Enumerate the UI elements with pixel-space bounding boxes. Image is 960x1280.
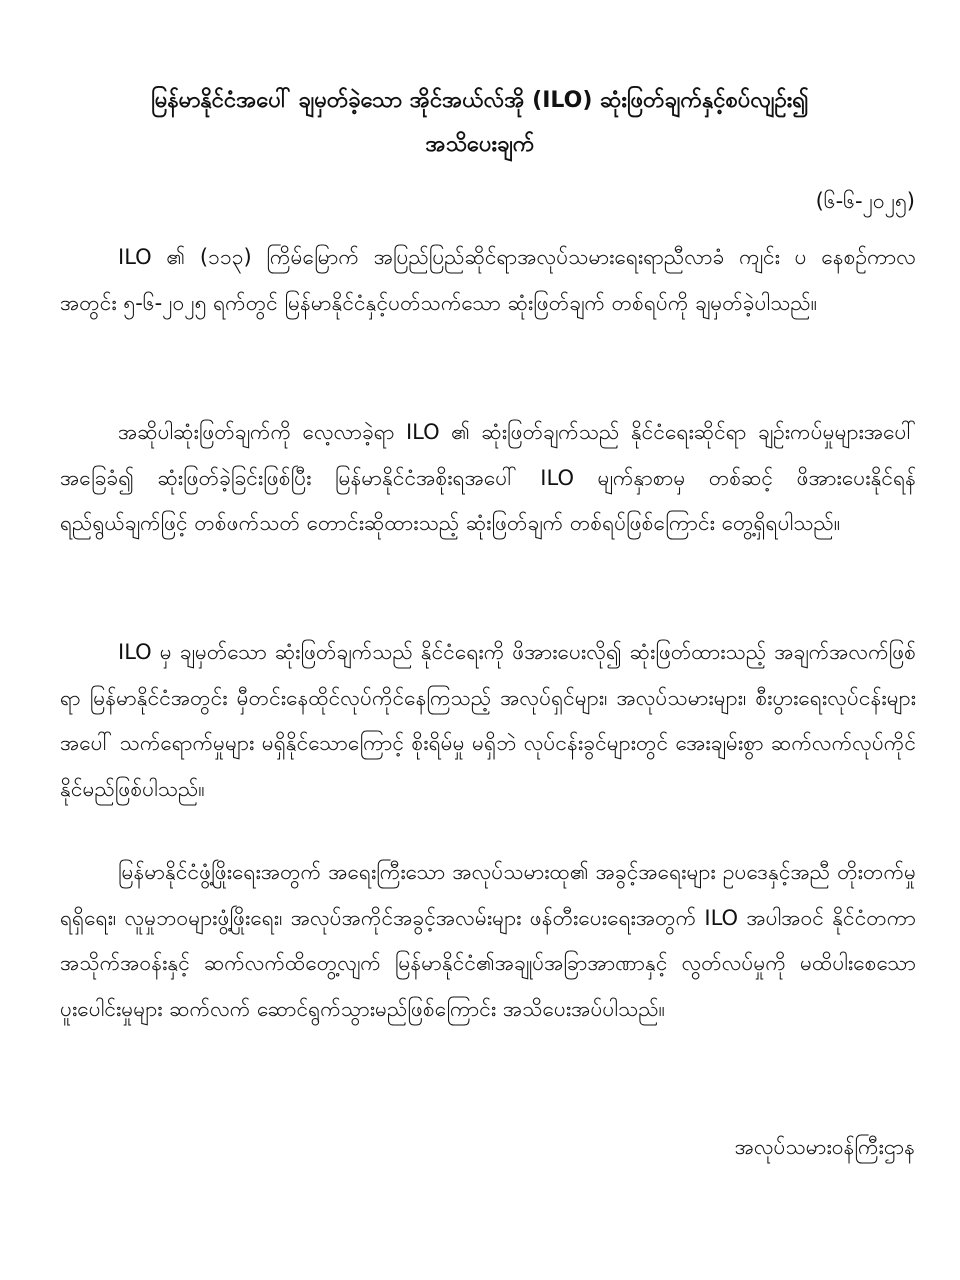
issuer-signature: အလုပ်သမားဝန်ကြီးဌာန [734,1135,915,1159]
document-date: (၆-၆-၂၀၂၅) [815,189,915,213]
paragraph-4: မြန်မာနိုင်ငံဖွံ့ဖြိုးရေးအတွက် အရေးကြီးသော အလုပ်သမားထု၏ အခွင့်အရေးများ ဥပဒေနှင့်အညီ တိုးတက်မှုရရှိရေး၊ လူမှုဘဝများဖွံ့ဖြိုးရေး၊ အလုပ်အကိုင်အခွင့်အလမ်းများ ဖန်တီးပေးရေးအတွက် ILO အပါအဝင် နိုင်ငံတကာအသိုက်အဝန်းနှင့် ဆက်လက်ထိတွေ့လျက် မြန်မာနိုင်ငံ၏အချုပ်အခြာအာဏာနှင့် လွတ်လပ်မှုကို မထိပါးစေသော ပူးပေါင်းမှုများ ဆက်လက် ဆောင်ရွက်သွားမည်ဖြစ်ကြောင်း အသိပေးအပ်ပါသည်။ [60,860,916,1021]
paragraph-1: ILO ၏ (၁၁၃) ကြိမ်မြောက် အပြည်ပြည်ဆိုင်ရာအလုပ်သမားရေးရာညီလာခံ ကျင်း ပ နေစဉ်ကာလအတွင်း ၅-၆-၂၀၂၅ ရက်တွင် မြန်မာနိုင်ငံနှင့်ပတ်သက်သော ဆုံးဖြတ်ချက် တစ်ရပ်ကို ချမှတ်ခဲ့ပါသည်။ [60,245,916,315]
paragraph-3: ILO မှ ချမှတ်သော ဆုံးဖြတ်ချက်သည် နိုင်ငံရေးကို ဖိအားပေးလို၍ ဆုံးဖြတ်ထားသည့် အချက်အလက်ဖြစ်ရာ မြန်မာနိုင်ငံအတွင်း မှီတင်းနေထိုင်လုပ်ကိုင်နေကြသည့် အလုပ်ရှင်များ၊ အလုပ်သမားများ၊ စီးပွားရေးလုပ်ငန်းများအပေါ် သက်ရောက်မှုများ မရှိနိုင်သောကြောင့် စိုးရိမ်မှု မရှိဘဲ လုပ်ငန်းခွင်များတွင် အေးချမ်းစွာ ဆက်လက်လုပ်ကိုင်နိုင်မည်ဖြစ်ပါသည်။ [60,640,916,801]
document-subtitle: အသိပေးချက် [425,132,535,157]
document-title: မြန်မာနိုင်ငံအပေါ် ချမှတ်ခဲ့သော အိုင်အယ်လ်အို (ILO) ဆုံးဖြတ်ချက်နှင့်စပ်လျဉ်း၍ [151,88,809,113]
paragraph-2: အဆိုပါဆုံးဖြတ်ချက်ကို လေ့လာခဲ့ရာ ILO ၏ ဆုံးဖြတ်ချက်သည် နိုင်ငံရေးဆိုင်ရာ ချဉ်းကပ်မှုများအပေါ် အခြေခံ၍ ဆုံးဖြတ်ခဲ့ခြင်းဖြစ်ပြီး မြန်မာနိုင်ငံအစိုးရအပေါ် ILO မျက်နှာစာမှ တစ်ဆင့် ဖိအားပေးနိုင်ရန် ရည်ရွယ်ချက်ဖြင့် တစ်ဖက်သတ် တောင်းဆိုထားသည့် ဆုံးဖြတ်ချက် တစ်ရပ်ဖြစ်ကြောင်း တွေ့ရှိရပါသည်။ [60,420,916,535]
